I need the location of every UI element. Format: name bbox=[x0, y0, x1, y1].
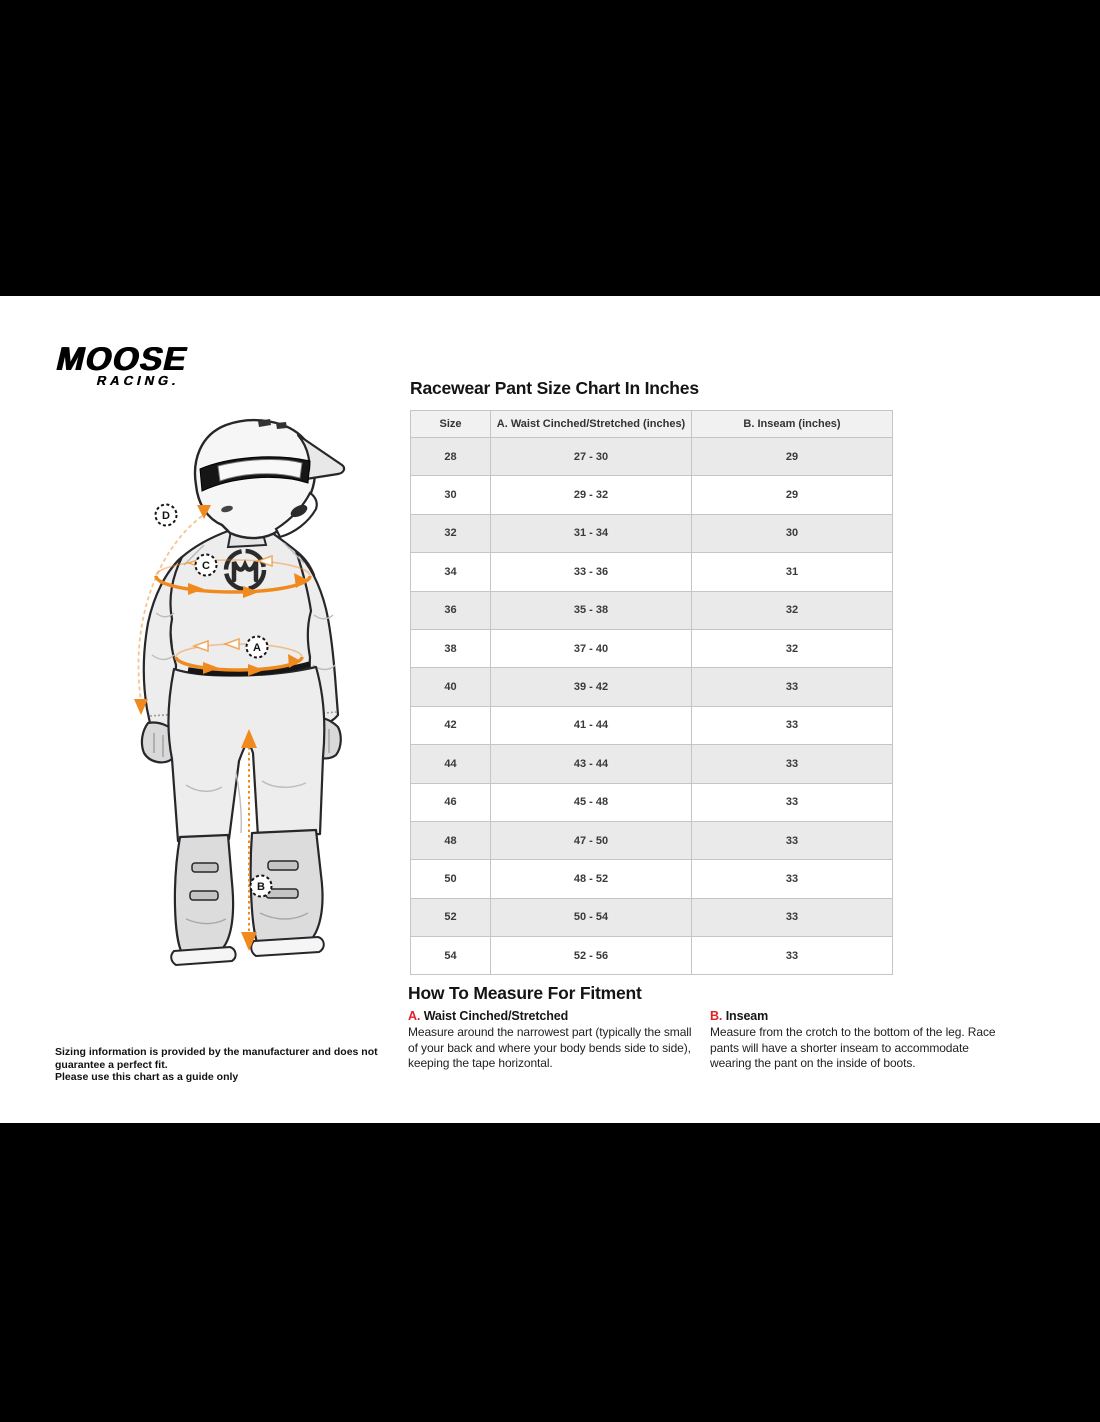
size-chart-title: Racewear Pant Size Chart In Inches bbox=[410, 378, 699, 398]
measure-label-d bbox=[156, 505, 177, 526]
table-cell: 33 bbox=[692, 937, 893, 975]
table-cell: 33 bbox=[692, 898, 893, 936]
table-cell: 29 bbox=[692, 476, 893, 514]
svg-text:A: A bbox=[253, 642, 261, 654]
measure-label-c bbox=[196, 555, 217, 576]
bottom-letterbox-bar bbox=[0, 1123, 1100, 1422]
table-cell: 37 - 40 bbox=[491, 629, 692, 667]
measure-section-waist bbox=[408, 1009, 704, 1072]
table-cell: 33 bbox=[692, 783, 893, 821]
table-cell: 41 - 44 bbox=[491, 706, 692, 744]
table-row bbox=[411, 706, 893, 744]
table-cell: 29 - 32 bbox=[491, 476, 692, 514]
size-table-header-row bbox=[411, 411, 893, 438]
table-cell: 30 bbox=[411, 476, 491, 514]
svg-text:C: C bbox=[202, 560, 210, 572]
table-cell: 33 bbox=[692, 668, 893, 706]
table-cell: 48 - 52 bbox=[491, 860, 692, 898]
table-cell: 33 bbox=[692, 860, 893, 898]
table-cell: 30 bbox=[692, 514, 893, 552]
table-cell: 27 - 30 bbox=[491, 438, 692, 476]
table-row bbox=[411, 937, 893, 975]
table-cell: 31 - 34 bbox=[491, 514, 692, 552]
table-cell: 35 - 38 bbox=[491, 591, 692, 629]
table-cell: 31 bbox=[692, 553, 893, 591]
table-cell: 52 - 56 bbox=[491, 937, 692, 975]
column-header: B. Inseam (inches) bbox=[692, 411, 893, 438]
table-cell: 34 bbox=[411, 553, 491, 591]
measure-label-b bbox=[251, 876, 272, 897]
table-cell: 28 bbox=[411, 438, 491, 476]
table-cell: 33 bbox=[692, 745, 893, 783]
svg-text:D: D bbox=[162, 510, 170, 522]
table-cell: 32 bbox=[411, 514, 491, 552]
table-row bbox=[411, 783, 893, 821]
rider-measurement-diagram bbox=[108, 413, 380, 985]
table-row bbox=[411, 476, 893, 514]
measure-inseam-heading-text: Inseam bbox=[725, 1009, 769, 1023]
table-cell: 44 bbox=[411, 745, 491, 783]
measure-inseam-label: B. bbox=[710, 1009, 723, 1023]
measure-inseam-heading bbox=[710, 1009, 1002, 1023]
measure-inseam-body: Measure from the crotch to the bottom of the leg. Race pants will have a shorter inseam to accommodate wearing the pant on the inside of boots. bbox=[710, 1025, 996, 1070]
table-row bbox=[411, 745, 893, 783]
table-cell: 36 bbox=[411, 591, 491, 629]
disclaimer-text bbox=[55, 1046, 415, 1084]
measure-waist-label: A. bbox=[408, 1009, 421, 1023]
top-letterbox-bar bbox=[0, 0, 1100, 296]
table-cell: 50 - 54 bbox=[491, 898, 692, 936]
disclaimer-line-1: Sizing information is provided by the manufacturer and does not guarantee a perfect fit. bbox=[55, 1046, 378, 1071]
table-row bbox=[411, 860, 893, 898]
table-row bbox=[411, 553, 893, 591]
measure-waist-heading-text: Waist Cinched/Stretched bbox=[423, 1009, 569, 1023]
svg-text:B: B bbox=[257, 881, 265, 893]
logo-moose-text: MOOSE bbox=[53, 340, 193, 377]
table-cell: 33 bbox=[692, 821, 893, 859]
table-row bbox=[411, 591, 893, 629]
table-cell: 52 bbox=[411, 898, 491, 936]
table-cell: 43 - 44 bbox=[491, 745, 692, 783]
table-cell: 45 - 48 bbox=[491, 783, 692, 821]
table-cell: 47 - 50 bbox=[491, 821, 692, 859]
size-chart-table bbox=[410, 410, 893, 975]
size-table-body bbox=[411, 438, 893, 975]
measure-label-a bbox=[247, 637, 268, 658]
logo-racing-text: RACING. bbox=[95, 373, 182, 388]
table-cell: 48 bbox=[411, 821, 491, 859]
measure-section-inseam bbox=[710, 1009, 1002, 1072]
table-cell: 39 - 42 bbox=[491, 668, 692, 706]
table-row bbox=[411, 821, 893, 859]
disclaimer-line-2: Please use this chart as a guide only bbox=[55, 1071, 239, 1083]
table-row bbox=[411, 898, 893, 936]
table-cell: 33 bbox=[692, 706, 893, 744]
column-header: A. Waist Cinched/Stretched (inches) bbox=[491, 411, 692, 438]
moose-racing-logo bbox=[51, 342, 192, 388]
table-cell: 32 bbox=[692, 591, 893, 629]
column-header: Size bbox=[411, 411, 491, 438]
table-cell: 29 bbox=[692, 438, 893, 476]
table-cell: 54 bbox=[411, 937, 491, 975]
table-row bbox=[411, 438, 893, 476]
table-row bbox=[411, 668, 893, 706]
rider-pants bbox=[168, 664, 324, 841]
rider-helmet bbox=[195, 419, 344, 547]
table-cell: 33 - 36 bbox=[491, 553, 692, 591]
measure-waist-body: Measure around the narrowest part (typically the small of your back and where your body bends side to side), keeping the tape horizontal. bbox=[408, 1025, 692, 1070]
table-cell: 32 bbox=[692, 629, 893, 667]
table-row bbox=[411, 514, 893, 552]
table-row bbox=[411, 629, 893, 667]
table-cell: 46 bbox=[411, 783, 491, 821]
how-to-measure-title: How To Measure For Fitment bbox=[408, 983, 642, 1003]
table-cell: 40 bbox=[411, 668, 491, 706]
table-cell: 38 bbox=[411, 629, 491, 667]
table-cell: 42 bbox=[411, 706, 491, 744]
measure-waist-heading bbox=[408, 1009, 704, 1023]
table-cell: 50 bbox=[411, 860, 491, 898]
